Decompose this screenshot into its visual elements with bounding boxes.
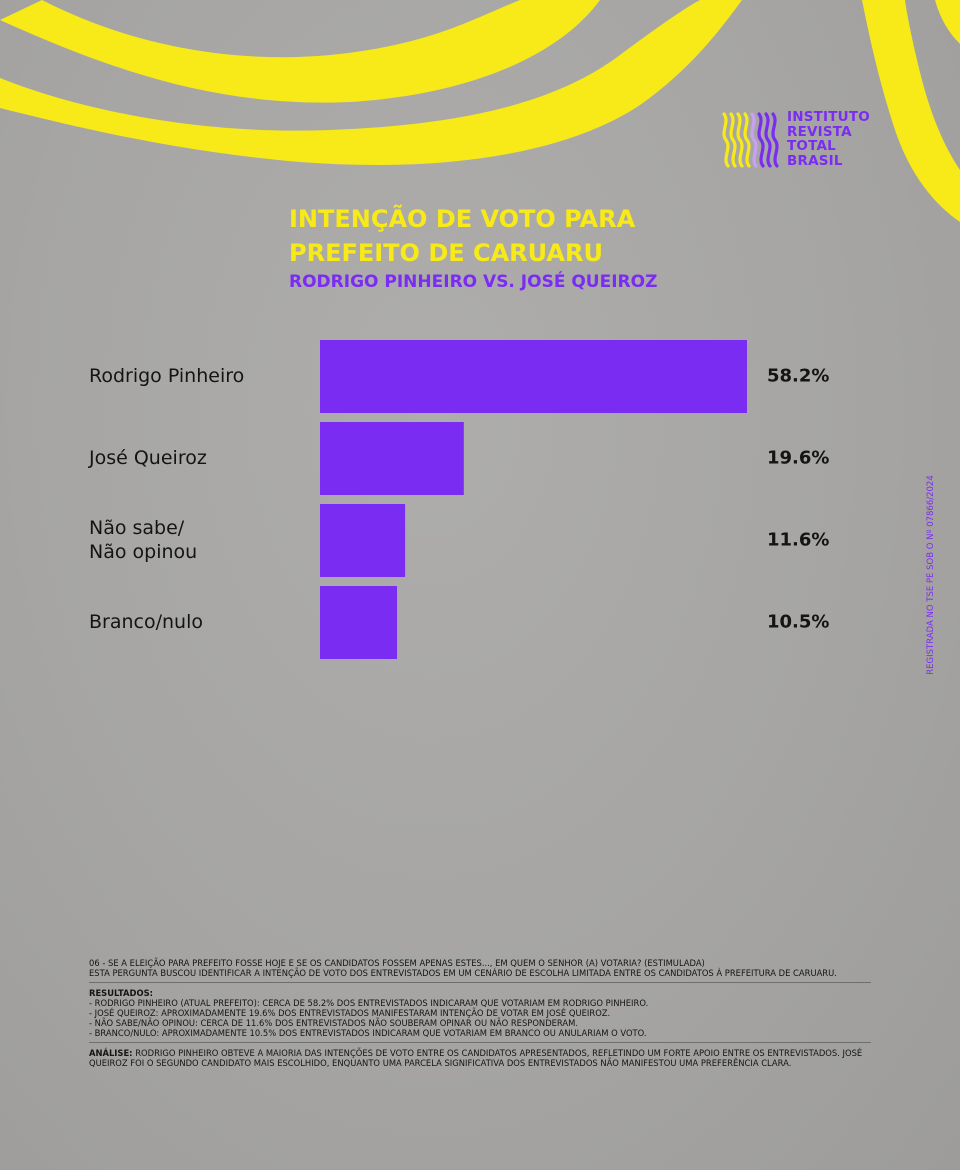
institute-logo <box>720 110 880 174</box>
analysis-text: RODRIGO PINHEIRO OBTEVE A MAIORIA DAS INTENÇÕES DE VOTO ENTRE OS CANDIDATOS APRESENTADOS, REFLETINDO UM FORTE APOIO ENTRE OS ENTREVISTADOS. JOSÉ QUEIROZ FOI O SEGUNDO CANDIDATO MAIS ESCOLHIDO, ENQUANTO UMA PARCELA SIGNIFICATIVA DOS ENTREVISTADOS NÃO MANIFESTOU UMA PREFERÊNCIA CLARA. <box>89 1048 863 1068</box>
logo-line-3: TOTAL <box>787 138 836 154</box>
notes-divider <box>89 982 871 983</box>
value-label-3: 10.5% <box>767 611 830 633</box>
value-label-1: 19.6% <box>767 447 830 469</box>
vote-intention-bar-chart <box>0 330 960 680</box>
notes-divider <box>89 1042 871 1043</box>
category-label-2-1: Não opinou <box>89 541 198 563</box>
bar-0 <box>320 340 747 413</box>
chart-title-line-1: INTENÇÃO DE VOTO PARA <box>289 205 636 233</box>
chart-title-line-2: PREFEITO DE CARUARU <box>289 239 603 267</box>
category-label-2-0: Não sabe/ <box>89 517 185 539</box>
survey-question: 06 - SE A ELEIÇÃO PARA PREFEITO FOSSE HOJE E SE OS CANDIDATOS FOSSEM APENAS ESTES..., EM QUEM O SENHOR (A) VOTARIA? (ESTIMULADA) <box>89 958 705 968</box>
logo-line-2: REVISTA <box>787 123 852 140</box>
logo-line-1: INSTITUTO <box>787 109 870 125</box>
result-line-2: - JOSÉ QUEIROZ: APROXIMADAMENTE 19.6% DOS ENTREVISTADOS MANIFESTARAM INTENÇÃO DE VOTAR EM JOSÉ QUEIROZ. <box>89 1008 611 1018</box>
bar-1 <box>320 422 464 495</box>
survey-purpose: ESTA PERGUNTA BUSCOU IDENTIFICAR A INTENÇÃO DE VOTO DOS ENTREVISTADOS EM UM CENÁRIO DE ESCOLHA LIMITADA ENTRE OS CANDIDATOS À PREFEITURA DE CARUARU. <box>89 968 837 978</box>
results-heading: RESULTADOS: <box>89 988 153 998</box>
bar-2 <box>320 504 405 577</box>
logo-wordmark <box>787 110 879 168</box>
chart-subtitle: RODRIGO PINHEIRO VS. JOSÉ QUEIROZ <box>289 272 658 292</box>
result-line-4: - BRANCO/NULO: APROXIMADAMENTE 10.5% DOS ENTREVISTADOS INDICARAM QUE VOTARIAM EM BRANCO OU ANULARIAM O VOTO. <box>89 1028 647 1038</box>
value-label-0: 58.2% <box>767 365 830 387</box>
result-line-1: - RODRIGO PINHEIRO (ATUAL PREFEITO): CERCA DE 58.2% DOS ENTREVISTADOS INDICARAM QUE VOTARIAM EM RODRIGO PINHEIRO. <box>89 998 649 1008</box>
chart-title <box>289 202 809 270</box>
survey-notes <box>89 958 871 1068</box>
wave-stripes-logo-icon <box>720 110 780 170</box>
result-line-3: - NÃO SABE/NÃO OPINOU: CERCA DE 11.6% DOS ENTREVISTADOS NÃO SOUBERAM OPINAR OU NÃO RESPONDERAM. <box>89 1018 579 1028</box>
tse-registration-text: REGISTRADA NO TSE PE SOB O Nº 07866/2024 <box>926 475 936 675</box>
analysis-heading: ANÁLISE: <box>89 1048 133 1058</box>
category-label-0: Rodrigo Pinheiro <box>89 365 245 387</box>
category-label-3: Branco/nulo <box>89 611 203 633</box>
bar-3 <box>320 586 397 659</box>
category-label-1: José Queiroz <box>89 447 207 469</box>
logo-line-4: BRASIL <box>787 152 843 169</box>
analysis-paragraph <box>89 1048 871 1068</box>
value-label-2: 11.6% <box>767 529 830 551</box>
